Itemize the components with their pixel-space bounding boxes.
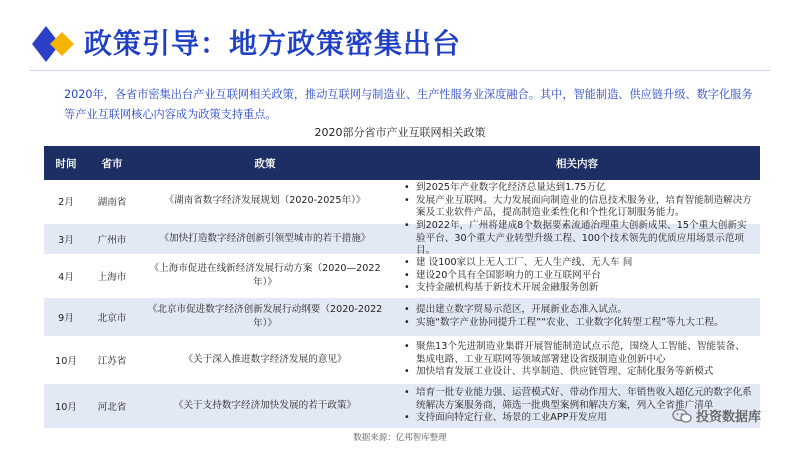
content-item: • 加快培育发展工业设计、共享制造、供应链管理、定制化服务等新模式 xyxy=(404,366,752,379)
logo-icon xyxy=(30,24,76,64)
cell-policy: 《北京市促进数字经济创新发展行动纲要（2020-2022年）》 xyxy=(147,304,383,329)
table-header xyxy=(44,146,760,180)
cell-time: 2月 xyxy=(58,197,74,208)
cell-region: 北京市 xyxy=(97,313,127,324)
content-item: • 提出建立数字贸易示范区，开展新业态准入试点。 xyxy=(404,304,752,317)
header-region: 省市 xyxy=(101,157,123,170)
source-note: 数据来源：亿邦智库整理 xyxy=(353,433,447,443)
content-item: • 支持面向特定行业、场景的工业APP开发应用 xyxy=(404,412,752,425)
content-item: • 支持金融机构基于新技术开展金融服务创新 xyxy=(404,282,752,295)
title-divider xyxy=(30,70,770,71)
cell-time: 4月 xyxy=(58,272,74,283)
chat-bubble-icon xyxy=(672,408,692,424)
cell-policy: 《关于支持数字经济加快发展的若干政策》 xyxy=(173,400,357,411)
content-item: • 到2025年产业数字化经济总量达到1.75万亿 xyxy=(404,182,752,195)
cell-time: 10月 xyxy=(55,402,77,413)
table-row xyxy=(44,384,760,430)
policy-table xyxy=(44,146,760,430)
cell-policy: 《加快打造数字经济创新引领型城市的若干措施》 xyxy=(159,233,371,244)
content-item: • 建设20个具有全国影响力的工业互联网平台 xyxy=(404,270,752,283)
cell-content xyxy=(394,218,760,260)
cell-content xyxy=(394,255,760,297)
cell-region: 河北省 xyxy=(97,402,127,413)
cell-region: 江苏省 xyxy=(97,356,127,367)
content-item: • 到2022年，广州将建成8个数据要素流通治理重大创新成果、15个重大创新实验平台、30个重大产业转型升级工程、100个技术领先的优质应用场景示范项目。 xyxy=(404,220,752,258)
table-caption: 2020部分省市产业互联网相关政策 xyxy=(314,126,486,139)
cell-content xyxy=(394,180,760,222)
cell-policy: 《上海市促进在线新经济发展行动方案（2020—2022年）》 xyxy=(149,263,381,288)
cell-content xyxy=(394,339,760,381)
table-row xyxy=(44,220,760,257)
header-policy: 政策 xyxy=(254,157,276,170)
table-row xyxy=(44,256,760,298)
header-time: 时间 xyxy=(55,157,77,170)
cell-region: 湖南省 xyxy=(97,197,127,208)
cell-time: 9月 xyxy=(58,313,74,324)
intro-text: 2020年，各省市密集出台产业互联网相关政策，推动互联网与制造业、生产性服务业深度融合。其中，智能制造、供应链升级、数字化服务等产业互联网核心内容成为政策支持重点。 xyxy=(64,88,753,121)
watermark-text: 投资数据库 xyxy=(696,410,762,425)
cell-time: 3月 xyxy=(58,235,74,246)
content-item: • 建 设100家以上无人工厂、无人生产线、无人车 间 xyxy=(404,257,752,270)
content-item: • 培育一批专业能力强、运营模式好、带动作用大、年销售收入超亿元的数字化系统解决方案服务商，筛选一批典型案例和解决方案，列入全省推广清单 xyxy=(404,387,752,412)
content-item: • 聚焦13个先进制造业集群开展智能制造试点示范，围绕人工智能、智能装备、集成电路、工业互联网等领域部署建设省级制造业创新中心 xyxy=(404,341,752,366)
table-row xyxy=(44,338,760,384)
cell-region: 上海市 xyxy=(97,272,127,283)
page-title: 政策引导：地方政策密集出台 xyxy=(84,27,462,60)
content-item: • 实施“数字产业协同提升工程”“农业、工业数字化转型工程”等九大工程。 xyxy=(404,317,752,330)
cell-policy: 《湖南省数字经济发展规划（2020-2025年）》 xyxy=(164,195,366,206)
cell-region: 广州市 xyxy=(97,235,127,246)
cell-content xyxy=(394,302,760,331)
cell-policy: 《关于深入推进数字经济发展的意见》 xyxy=(183,354,347,365)
header-content: 相关内容 xyxy=(556,157,598,170)
table-row xyxy=(44,298,760,338)
watermark xyxy=(672,406,761,425)
content-item: • 发展产业互联网。大力发展面向制造业的信息技术服务业，培育智能制造解决方案及工业软件产品，提高制造业柔性化和个性化订制服务能力。 xyxy=(404,195,752,220)
cell-time: 10月 xyxy=(55,356,77,367)
